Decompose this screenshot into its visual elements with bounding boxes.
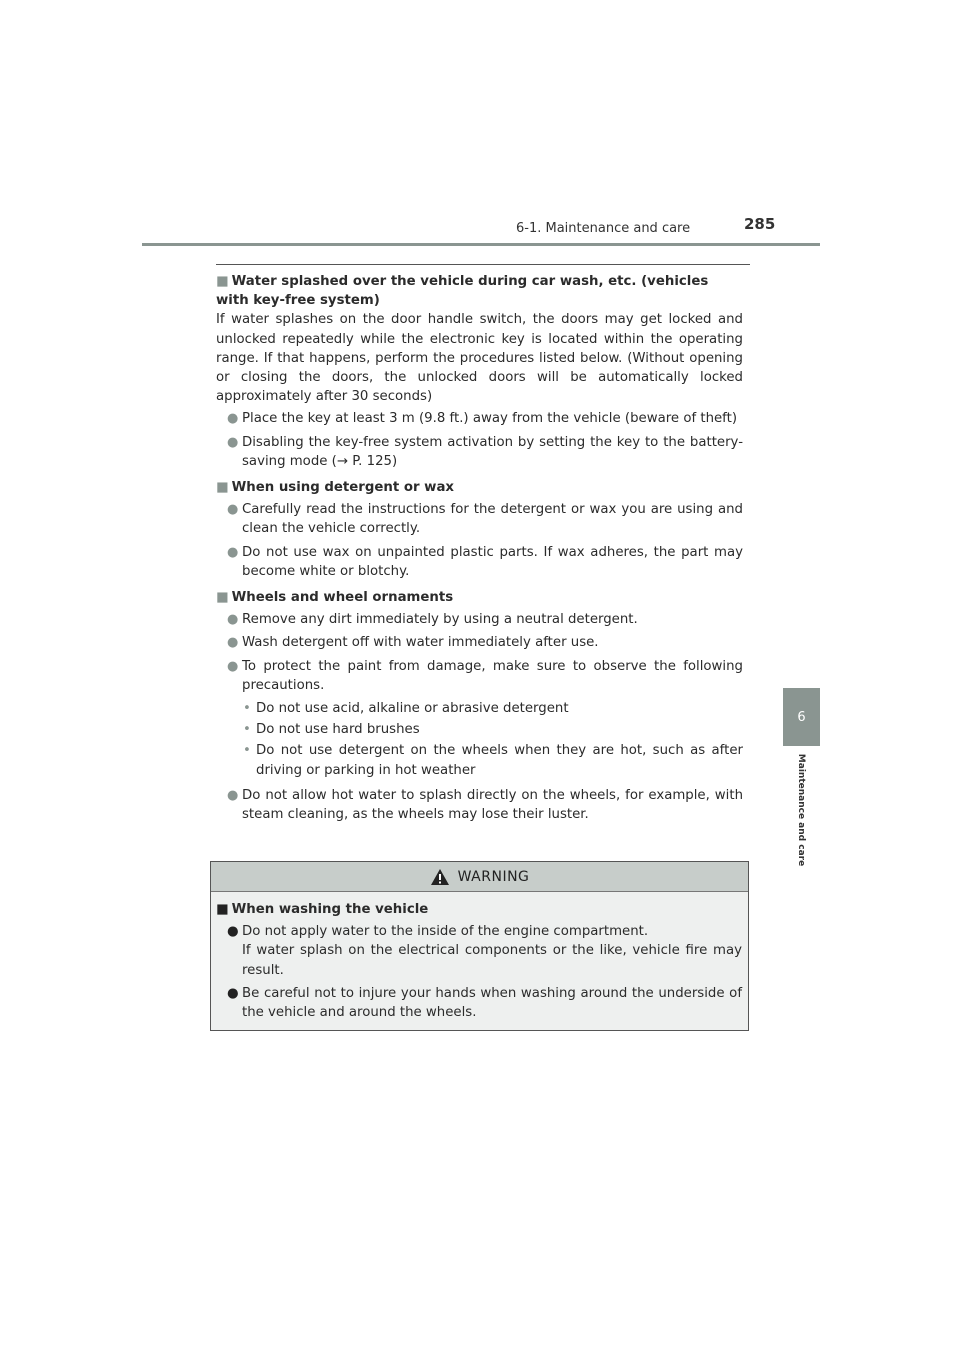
chapter-label: Maintenance and care xyxy=(796,753,806,867)
list-item xyxy=(216,543,743,581)
main-content xyxy=(216,272,743,831)
chapter-tab xyxy=(783,688,820,746)
header-divider xyxy=(142,243,820,246)
square-marker-icon: ■ xyxy=(216,480,229,496)
warning-body xyxy=(211,892,748,1022)
sub-list-item xyxy=(216,741,743,779)
section-paragraph: If water splashes on the door handle switch, the doors may get locked and unlocked repeatedly while the electronic key is located within the operating range. If that happens, perform the procedures listed below. (Without opening or closing the doors, the unlocked doors will be automatically locked approximately after 30 seconds) xyxy=(216,312,743,405)
sub-list-item xyxy=(216,720,743,739)
list-item-text: Do not use wax on unpainted plastic parts. If wax adheres, the part may become white or blotchy. xyxy=(242,544,743,579)
sub-bullet-icon: • xyxy=(243,743,251,759)
list-item-text: Carefully read the instructions for the detergent or wax you are using and clean the vehicle correctly. xyxy=(242,502,743,537)
sub-list-item-text: Do not use detergent on the wheels when they are hot, such as after driving or parking in hot weather xyxy=(256,743,743,778)
section-heading xyxy=(216,272,743,310)
bullet-icon: ● xyxy=(227,544,239,560)
section-car-wash-water xyxy=(216,272,743,471)
warning-header xyxy=(211,862,748,892)
content-divider xyxy=(216,264,750,265)
bullet-icon: ● xyxy=(227,924,239,940)
bullet-icon: ● xyxy=(227,502,239,518)
warning-item-note: If water splash on the electrical components or the like, vehicle fire may result. xyxy=(242,943,742,978)
list-item xyxy=(216,657,743,695)
bullet-icon: ● xyxy=(227,787,239,803)
bullet-list xyxy=(216,409,743,471)
warning-item-text: Do not apply water to the inside of the engine compartment. xyxy=(242,924,649,940)
bullet-icon: ● xyxy=(227,985,239,1001)
bullet-icon: ● xyxy=(227,635,239,651)
section-title: When using detergent or wax xyxy=(231,480,454,496)
bullet-list xyxy=(216,610,743,824)
list-item xyxy=(216,633,743,652)
list-item xyxy=(216,409,743,428)
sub-bullet-icon: • xyxy=(243,701,251,717)
chapter-number: 6 xyxy=(797,709,806,725)
list-item-text: Disabling the key-free system activation by setting the key to the battery-saving mode (→ P. 125) xyxy=(242,434,743,469)
section-title: Wheels and wheel ornaments xyxy=(231,590,454,606)
warning-triangle-icon xyxy=(430,868,450,886)
warning-list-item xyxy=(216,922,742,980)
sub-bullet-icon: • xyxy=(243,722,251,738)
section-heading xyxy=(216,588,743,607)
list-item xyxy=(216,610,743,629)
sub-list-item xyxy=(216,699,743,718)
section-title: Water splashed over the vehicle during car wash, etc. (vehicles with key-free system) xyxy=(216,274,709,309)
section-heading xyxy=(216,478,743,497)
warning-item-text: Be careful not to injure your hands when washing around the underside of the vehicle and around the wheels. xyxy=(242,985,742,1021)
square-marker-icon: ■ xyxy=(216,274,229,289)
section-detergent-wax xyxy=(216,478,743,581)
bullet-list xyxy=(216,500,743,581)
square-marker-icon: ■ xyxy=(216,590,229,606)
list-item xyxy=(216,433,743,471)
list-item xyxy=(216,786,743,824)
sub-list-item-text: Do not use acid, alkaline or abrasive detergent xyxy=(256,701,569,717)
bullet-icon: ● xyxy=(227,658,239,674)
list-item-text: Remove any dirt immediately by using a neutral detergent. xyxy=(242,612,638,628)
sub-list-item-text: Do not use hard brushes xyxy=(256,722,420,738)
list-item xyxy=(216,500,743,538)
square-marker-icon: ■ xyxy=(216,902,229,917)
list-item-text: Wash detergent off with water immediately after use. xyxy=(242,635,599,651)
bullet-icon: ● xyxy=(227,434,239,450)
section-wheels xyxy=(216,588,743,824)
bullet-icon: ● xyxy=(227,411,239,427)
bullet-icon: ● xyxy=(227,612,239,628)
warning-title: When washing the vehicle xyxy=(231,902,429,917)
list-item-text: Place the key at least 3 m (9.8 ft.) away from the vehicle (beware of theft) xyxy=(242,411,738,427)
page-number: 285 xyxy=(744,215,776,233)
warning-heading xyxy=(216,900,742,919)
list-item-text: Do not allow hot water to splash directly on the wheels, for example, with steam cleaning, as the wheels may lose their luster. xyxy=(242,787,743,823)
warning-box xyxy=(210,861,749,1031)
header-section-title: 6-1. Maintenance and care xyxy=(516,221,691,236)
warning-list-item xyxy=(216,984,742,1022)
warning-label: WARNING xyxy=(457,868,530,885)
list-item-text: To protect the paint from damage, make sure to observe the following precautions. xyxy=(242,658,743,693)
